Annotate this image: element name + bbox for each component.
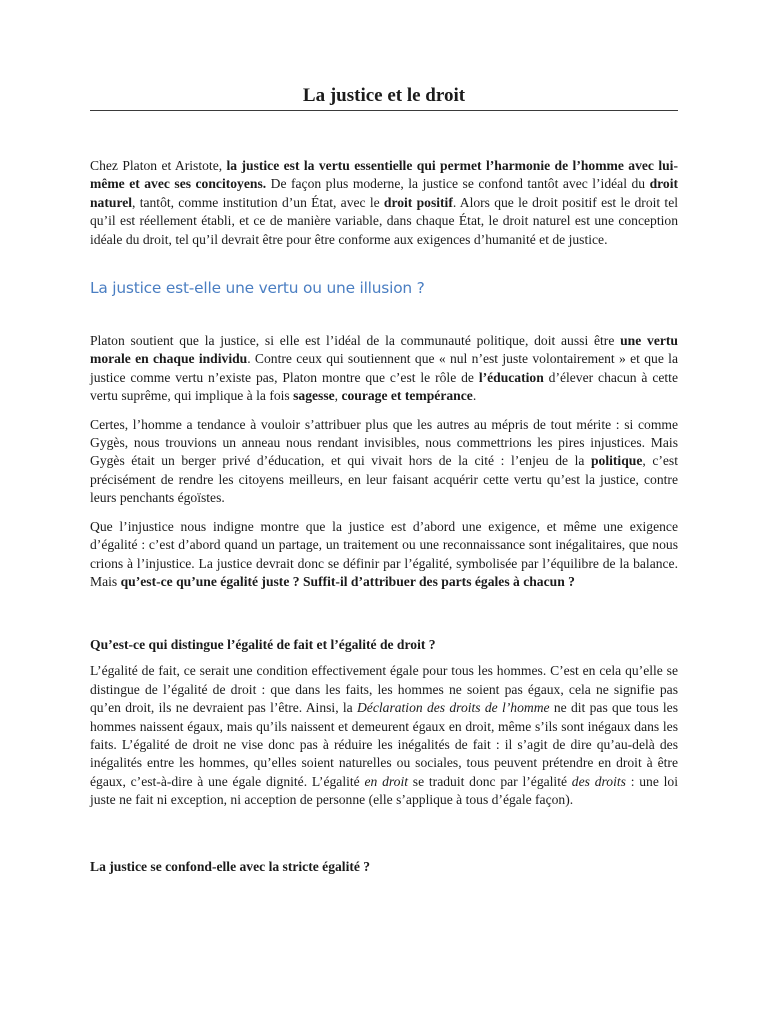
bold-run: droit naturel [90, 176, 679, 210]
text-run: d’élever chacun à cette vertu suprême, qui implique à la fois [90, 369, 678, 404]
paragraph-injustice [90, 518, 678, 592]
text-run: L’égalité de fait, ce serait une condition effectivement égale pour tous les hommes. C’est en cela qu’elle se distingue de l’égalité de droit : que dans les faits, les hommes ne soient pas égaux, cela ne signifie pas qu’en droit, ils ne devraient pas l’être. Ainsi, la [90, 663, 678, 716]
bold-run: politique [591, 453, 643, 469]
paragraph-egalite [90, 662, 678, 809]
bold-run: l’éducation [478, 369, 544, 385]
bold-run: une vertu morale en chaque individu [90, 333, 678, 367]
bold-run: qu’est-ce qu’une égalité juste ? Suffit-il d’attribuer des parts égales à chacun ? [120, 573, 575, 589]
text-run: : une loi juste ne fait ni exception, ni acception de personne (elle s’applique à tous d’égale façon). [90, 773, 679, 808]
section-heading-egalite: Qu’est-ce qui distingue l’égalité de fait et l’égalité de droit ? [90, 637, 436, 653]
section-heading-vertu: La justice est-elle une vertu ou une illusion ? [90, 279, 425, 298]
paragraph-platon [90, 332, 678, 406]
bold-run: droit positif [383, 194, 453, 210]
document-title: La justice et le droit [90, 84, 678, 111]
text-run: . Contre ceux qui soutiennent que « nul n’est juste volontairement » et que la justice comme vertu n’existe pas, Platon montre que c’est le rôle de [90, 351, 678, 385]
text-run: Chez Platon et Aristote, [90, 158, 227, 173]
text-run: Que l’injustice nous indigne montre que la justice est d’abord une exigence, et même une exigence d’égalité : c’est d’abord quand un partage, un traitement ou une reconnaissance sont inégalitaires, que nous crions à l’injustice. La justice devrait donc se définir par l’égalité, symbolisée par l’équilibre de la balance. Mais [90, 518, 678, 589]
text-run: Platon soutient que la justice, si elle est l’idéal de la communauté politique, doit aussi être [90, 333, 621, 349]
paragraph-gyges [90, 416, 678, 508]
section-heading-stricte-egalite: La justice se confond-elle avec la stricte égalité ? [90, 858, 371, 874]
italic-run: en droit [364, 773, 409, 789]
text-run: , tantôt, comme institution d’un État, avec le [132, 194, 384, 210]
intro-paragraph [90, 157, 678, 249]
text-run: se traduit donc par l’égalité [408, 773, 572, 789]
text-run: . Alors que le droit positif est le droit tel qu’il est réellement établi, et ce de manière variable, dans chaque État, le droit naturel est une conception idéale du droit, tel qu’il devrait être pour être conforme aux exigences d’humanité et de justice. [90, 194, 679, 247]
text-run: ne dit pas que tous les hommes naissent égaux, mais qu’ils naissent et demeurent égaux en droit, même s’ils sont inégaux dans les faits. L’égalité de droit ne vise donc pas à réduire les inégalités de fait : il s’agit de dire qu’au-delà des inégalités entre les hommes, qu’elles soient naturelles ou sociales, tous peuvent prétendre en droit à être égaux, c’est-à-dire à une égale dignité. L’égalité [90, 700, 678, 789]
bold-run: courage et tempérance [341, 388, 473, 404]
bold-run: sagesse [293, 388, 335, 404]
italic-run: des droits [571, 773, 626, 789]
italic-run: Déclaration des droits de l’homme [356, 700, 550, 716]
text-run: . [472, 388, 477, 404]
document-page [90, 84, 678, 876]
text-run: De façon plus moderne, la justice se confond tantôt avec l’idéal du [266, 176, 650, 192]
text-run: , c’est précisément de rendre les citoyens meilleurs, en leur faisant acquérir cette vertu qu’est la justice, contre leurs penchants égoïstes. [90, 453, 678, 506]
text-run: , [334, 388, 342, 404]
bold-run: la justice est la vertu essentielle qui permet l’harmonie de l’homme avec lui-même et avec ses concitoyens. [90, 158, 678, 192]
text-run: Certes, l’homme a tendance à vouloir s’attribuer plus que les autres au mépris de tout mérite : si comme Gygès, nous trouvions un anneau nous rendant invisibles, nous commettrions les pires injustices. Mais Gygès était un berger privé d’éducation, et qui vivait hors de la cité : l’enjeu de la [90, 416, 678, 469]
